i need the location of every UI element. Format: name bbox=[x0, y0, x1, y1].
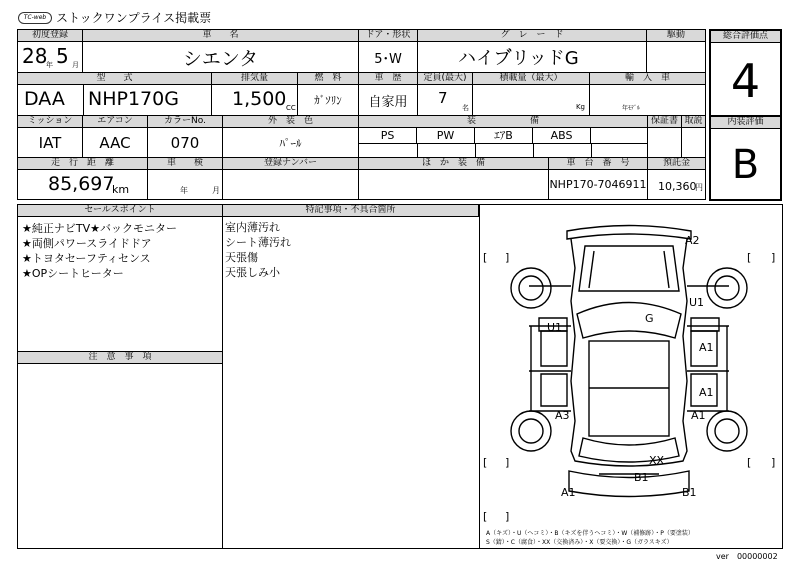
load-label: 積載量（最大） bbox=[473, 73, 589, 85]
history-value: 自家用 bbox=[368, 94, 408, 110]
aircon-cell bbox=[82, 115, 148, 158]
price-value: 10,360 bbox=[658, 180, 697, 193]
mileage-unit: km bbox=[112, 183, 130, 196]
bracket-open: [ bbox=[747, 456, 752, 469]
color-no-label: カラーNo. bbox=[148, 116, 222, 128]
price-cell bbox=[647, 157, 706, 200]
drive-value bbox=[647, 42, 705, 72]
history-label: 車 歴 bbox=[359, 73, 417, 85]
doors-cell bbox=[358, 29, 418, 73]
damage-mark: XX bbox=[649, 454, 665, 467]
damage-mark: G bbox=[645, 312, 654, 325]
equipment-item: PS bbox=[359, 128, 417, 144]
fuel-cell bbox=[297, 72, 359, 116]
displacement-value: 1,500 bbox=[232, 88, 287, 110]
damage-mark: U1 bbox=[689, 296, 705, 309]
note-item: 天張しみ小 bbox=[225, 266, 280, 279]
legend-line-2: S（錆）・C（腐食）・XX（交換済み）・X（要交換）・G（ガラスキズ） bbox=[486, 539, 673, 546]
equipment-item bbox=[591, 128, 648, 144]
doors-label: ドア・形状 bbox=[359, 30, 417, 42]
other-equipment-cell bbox=[358, 157, 549, 200]
bracket-close: ] bbox=[505, 251, 510, 264]
sales-point-item: ★純正ナビTV★バックモニター bbox=[22, 222, 177, 235]
equipment-cell bbox=[358, 115, 648, 158]
damage-mark: A1 bbox=[561, 486, 576, 499]
grade-value: ハイブ゙リッドG bbox=[458, 48, 579, 69]
import-cell bbox=[589, 72, 706, 116]
month-unit: 月 bbox=[72, 61, 79, 69]
doors-value: 5･W bbox=[374, 51, 402, 67]
load-cell bbox=[472, 72, 590, 116]
sales-points-label: セールスポイント bbox=[18, 205, 222, 217]
note-item: シート薄汚れ bbox=[225, 236, 291, 249]
vehicle-damage-diagram bbox=[479, 206, 781, 548]
mileage-label: 走 行 距 離 bbox=[18, 158, 147, 170]
interior-rating-value: B bbox=[731, 142, 760, 188]
caution-label: 注 意 事 項 bbox=[18, 352, 222, 364]
bracket-open: [ bbox=[483, 251, 488, 264]
sales-points-box bbox=[17, 204, 223, 352]
capacity-label: 定員(最大) bbox=[418, 73, 472, 85]
aircon-label: エアコン bbox=[83, 116, 147, 128]
damage-mark: A3 bbox=[555, 409, 570, 422]
sales-point-item: ★トヨタセーフティセンス bbox=[22, 252, 151, 265]
fuel-value: ｶﾞｿﾘﾝ bbox=[314, 94, 342, 107]
capacity-cell bbox=[417, 72, 473, 116]
other-equipment-label: ほ か 装 備 bbox=[359, 158, 548, 170]
year-unit: 年 bbox=[46, 61, 53, 69]
sales-point-item: ★OPシートヒーター bbox=[22, 267, 124, 280]
damage-mark: A2 bbox=[685, 234, 700, 247]
bracket-close: ] bbox=[505, 510, 510, 523]
sales-point-item: ★両側パワースライドドア bbox=[22, 237, 152, 250]
manual-label: 取説 bbox=[682, 116, 705, 128]
bracket-open: [ bbox=[483, 510, 488, 523]
drive-cell bbox=[646, 29, 706, 73]
mileage-cell bbox=[17, 157, 148, 200]
bracket-close: ] bbox=[771, 456, 776, 469]
history-cell bbox=[358, 72, 418, 116]
mileage-value: 85,697 bbox=[48, 173, 115, 195]
first-registration-month: 5 bbox=[56, 44, 69, 68]
chassis-cell bbox=[548, 157, 648, 200]
grade-cell bbox=[417, 29, 647, 73]
exterior-color-cell bbox=[222, 115, 359, 158]
car-name-value: シエンタ bbox=[182, 47, 259, 70]
car-name-label: 車 名 bbox=[83, 30, 358, 42]
aircon-value: AAC bbox=[99, 133, 131, 152]
plate-cell bbox=[222, 157, 359, 200]
damage-mark: A1 bbox=[699, 386, 714, 399]
interior-rating-box bbox=[709, 115, 782, 201]
displacement-label: 排気量 bbox=[212, 73, 297, 85]
drive-label: 駆動 bbox=[647, 30, 705, 42]
caution-box bbox=[17, 351, 223, 549]
damage-mark: U1 bbox=[547, 321, 563, 334]
equipment-item: ｴｱB bbox=[475, 128, 533, 144]
notes-label: 特記事項・不具合箇所 bbox=[223, 205, 479, 217]
type-label: 型 式 bbox=[18, 73, 211, 85]
mission-label: ミッション bbox=[18, 116, 82, 128]
overall-rating-label: 総合評価点 bbox=[711, 31, 780, 43]
load-unit: Kg bbox=[575, 103, 585, 111]
legend-line-1: A（キズ）・U（ヘコミ）・B（キズを伴うヘコミ）・W（補修跡）・P（要塗装） bbox=[486, 530, 694, 537]
overall-rating-value: 4 bbox=[730, 54, 761, 108]
import-model-year: 年ﾓﾃﾞﾙ bbox=[622, 105, 641, 112]
warranty-cell bbox=[647, 115, 682, 158]
displacement-cell bbox=[211, 72, 298, 116]
plate-label: 登録ナンバー bbox=[223, 158, 358, 170]
bracket-open: [ bbox=[747, 251, 752, 264]
equipment-item: ABS bbox=[533, 128, 591, 144]
equipment-label: 装 備 bbox=[359, 116, 647, 128]
type-value: NHP170G bbox=[88, 88, 179, 110]
bracket-open: [ bbox=[483, 456, 488, 469]
inspection-cell bbox=[147, 157, 223, 200]
damage-mark: B1 bbox=[682, 486, 697, 499]
exterior-color-value: ﾊﾟｰﾙ bbox=[279, 136, 302, 150]
note-item: 天張傷 bbox=[225, 251, 258, 264]
version-label: ver 00000002 bbox=[716, 552, 778, 561]
type-prefix: DAA bbox=[24, 88, 65, 110]
first-registration-label: 初度登録 bbox=[18, 30, 82, 42]
mission-value: IAT bbox=[38, 133, 62, 152]
price-label: 預託金 bbox=[648, 158, 705, 170]
note-item: 室内薄汚れ bbox=[225, 221, 280, 234]
inspection-label: 車 検 bbox=[148, 158, 222, 170]
chassis-label: 車 台 番 号 bbox=[549, 158, 647, 170]
mission-cell bbox=[17, 115, 83, 158]
color-no-cell bbox=[147, 115, 223, 158]
capacity-unit: 名 bbox=[462, 104, 469, 112]
overall-rating-box bbox=[709, 29, 782, 117]
price-unit: 円 bbox=[695, 183, 703, 192]
inspection-year-unit: 年 bbox=[180, 186, 188, 195]
grade-label: グ レ ー ド bbox=[418, 30, 646, 42]
bracket-close: ] bbox=[771, 251, 776, 264]
capacity-value: 7 bbox=[438, 89, 448, 107]
interior-rating-label: 内装評価 bbox=[711, 117, 780, 129]
equipment-item: PW bbox=[417, 128, 475, 144]
import-label: 輸 入 車 bbox=[590, 73, 705, 85]
manual-cell bbox=[681, 115, 706, 158]
first-registration-year: 28 bbox=[22, 44, 48, 68]
type-cell bbox=[17, 72, 212, 116]
fuel-label: 燃 料 bbox=[298, 73, 358, 85]
first-registration-cell bbox=[17, 29, 83, 73]
displacement-unit: CC bbox=[286, 104, 296, 112]
car-name-cell bbox=[82, 29, 359, 73]
page-title: ストックワンプライス掲載票 bbox=[56, 11, 212, 25]
bracket-close: ] bbox=[505, 456, 510, 469]
damage-mark: A1 bbox=[691, 409, 706, 422]
chassis-value: NHP170-7046911 bbox=[549, 178, 647, 191]
inspection-month-unit: 月 bbox=[212, 186, 220, 195]
warranty-label: 保証書 bbox=[648, 116, 681, 128]
exterior-color-label: 外 装 色 bbox=[223, 116, 358, 128]
logo: TC-web bbox=[18, 12, 52, 24]
damage-mark: B1 bbox=[634, 471, 649, 484]
color-no-value: 070 bbox=[170, 133, 200, 152]
damage-mark: A1 bbox=[699, 341, 714, 354]
